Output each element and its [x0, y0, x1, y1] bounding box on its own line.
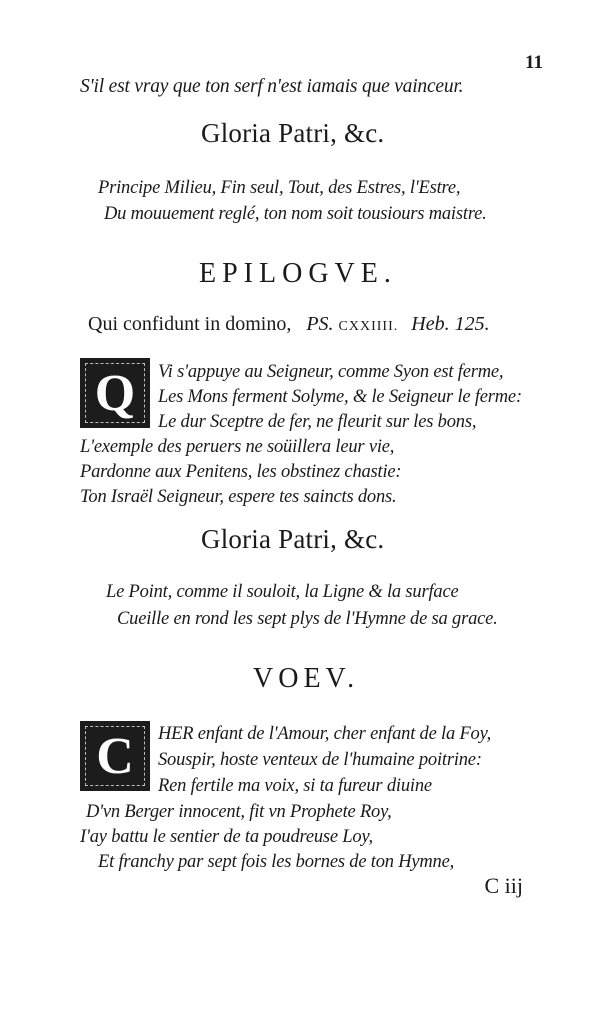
verse-line-top: S'il est vray que ton serf n'est iamais que vainceur. — [80, 76, 464, 97]
signature-mark: C iij — [484, 873, 523, 898]
gloria-patri-heading-2: Gloria Patri, &c. — [201, 524, 385, 554]
verse-line: HER enfant de l'Amour, cher enfant de la Foy, — [158, 724, 492, 744]
verse-line: Vi s'appuye au Seigneur, comme Syon est ferme, — [158, 362, 504, 382]
verse-line: Souspir, hoste venteux de l'humaine poitrine: — [158, 750, 482, 770]
verse-line: Ton Israël Seigneur, espere tes saincts dons. — [80, 487, 397, 507]
page-number: 11 — [525, 52, 543, 73]
verse-line: Le dur Sceptre de fer, ne fleurit sur les bons, — [158, 412, 477, 432]
verse-line: L'exemple des peruers ne soüillera leur vie, — [80, 437, 395, 457]
ornamental-dropcap-q: Q — [80, 358, 150, 428]
citation-heb: Heb. 125. — [411, 313, 490, 335]
citation-text: Qui confidunt in domino, — [88, 313, 292, 335]
verse-line: Le Point, comme il souloit, la Ligne & la surface — [106, 582, 459, 602]
verse-line: I'ay battu le sentier de ta poudreuse Loy, — [80, 827, 373, 847]
verse-line: Les Mons ferment Solyme, & le Seigneur le ferme: — [158, 387, 522, 407]
ornamental-dropcap-c: C — [80, 721, 150, 791]
verse-line: Pardonne aux Penitens, les obstinez chastie: — [80, 462, 402, 482]
verse-line: Ren fertile ma voix, si ta fureur diuine — [158, 776, 432, 796]
gloria-patri-heading-1: Gloria Patri, &c. — [201, 118, 385, 148]
verse-line: Principe Milieu, Fin seul, Tout, des Estres, l'Estre, — [98, 178, 461, 198]
citation-number: CXXIIII. — [338, 319, 399, 334]
epilogue-heading: EPILOGVE. — [199, 258, 397, 289]
psalm-citation — [88, 313, 490, 336]
verse-line: D'vn Berger innocent, fit vn Prophete Roy, — [86, 802, 392, 822]
voeu-heading: VOEV. — [253, 663, 360, 694]
citation-ps: PS. — [306, 313, 334, 335]
verse-line: Et franchy par sept fois les bornes de ton Hymne, — [98, 852, 455, 872]
verse-line: Du mouuement reglé, ton nom soit tousiours maistre. — [104, 204, 487, 224]
verse-line: Cueille en rond les sept plys de l'Hymne de sa grace. — [117, 609, 498, 629]
